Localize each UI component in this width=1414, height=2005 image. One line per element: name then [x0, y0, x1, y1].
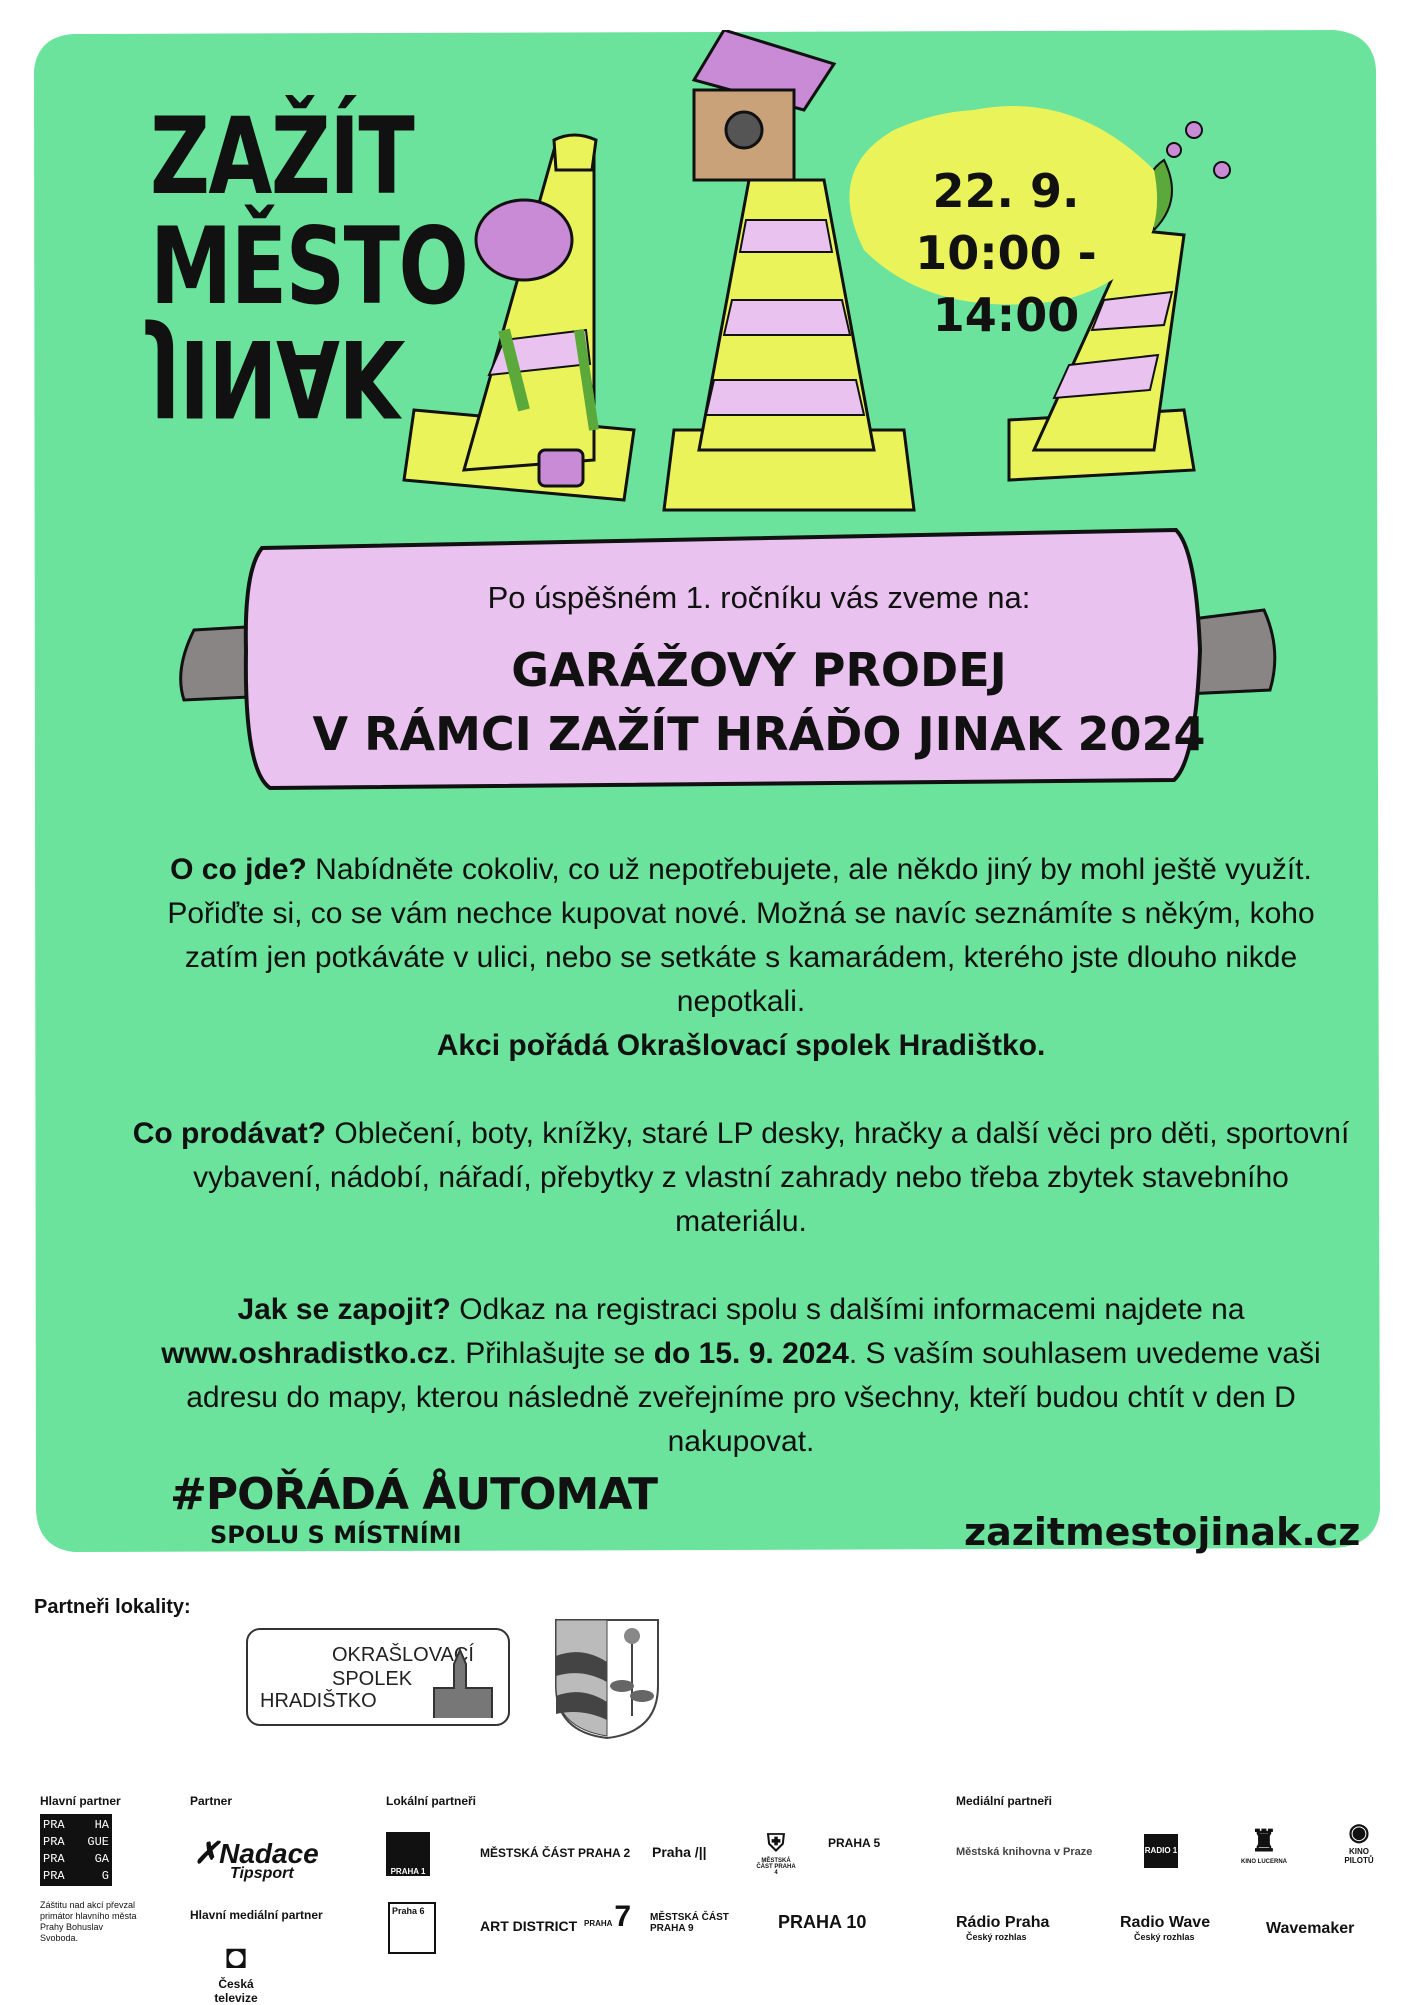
radio-praha-text: Rádio Praha: [956, 1914, 1050, 1931]
nadace-person-icon: ✗: [194, 1837, 220, 1870]
media-partners-label: Mediální partneři: [956, 1794, 1053, 1808]
pp-cell: G: [101, 1869, 109, 1883]
ribbon-intro: Po úspěšném 1. ročníku vás zveme na:: [487, 580, 1031, 615]
wavemaker-logo: Wavemaker: [1266, 1920, 1355, 1937]
paragraph-sell-lead: Co prodávat?: [132, 1117, 327, 1150]
tipsport-text: Tipsport: [230, 1865, 294, 1882]
hashtag-line-1: #POŘÁDÁ ÅUTOMAT: [170, 1469, 657, 1520]
praha5-logo: PRAHA 5: [828, 1836, 881, 1850]
pp-cell: PRA: [43, 1818, 65, 1832]
main-media-partner-label: Hlavní mediální partner: [190, 1908, 323, 1922]
zazit-mesto-jinak-logo: [150, 95, 468, 439]
pp-cell: PRA: [43, 1869, 65, 1883]
paragraph-join-text-1: Odkaz na registraci spolu s dalšími informacemi najdete na: [450, 1293, 1245, 1326]
paragraph-join: [130, 1288, 1352, 1464]
paragraph-what-lead: O co jde?: [170, 853, 307, 886]
ct-text: Česká televize: [214, 1977, 258, 2005]
event-title-line-1: GARÁŽOVÝ PRODEJ: [511, 643, 1007, 697]
okraslovaci-spolek-logo: [246, 1628, 510, 1726]
ct-icon: ◘: [225, 1938, 247, 1976]
praha4-crest-icon: ⛨: [767, 1830, 785, 1857]
logo-line-3-flipped: JINAK: [150, 316, 401, 439]
oshr-word-2: SPOLEK: [332, 1668, 413, 1690]
patronage-note: Záštitu nad akcí převzal primátor hlavního města Prahy Bohuslav Svoboda.: [40, 1900, 137, 1943]
kino-lucerna-logo: [1236, 1824, 1292, 1865]
oshr-word-3: HRADIŠTKO: [260, 1690, 377, 1712]
partner-label: Partner: [190, 1794, 233, 1808]
pilotu-text: KINO PILOTŮ: [1344, 1847, 1374, 1865]
paragraph-what: [130, 848, 1352, 1068]
pp-cell: HA: [94, 1818, 109, 1832]
logo-line-1: ZAŽÍT: [150, 95, 414, 218]
oshr-word-1: OKRAŠLOVACÍ: [332, 1644, 474, 1666]
logo-line-2: MĚSTO: [150, 205, 468, 328]
lucerna-icon: ♜: [1250, 1825, 1278, 1858]
praha9-logo: MĚSTSKÁ ČÁST PRAHA 9: [650, 1912, 729, 1934]
pp-cell: GUE: [87, 1835, 109, 1849]
eye-icon: ◉: [1348, 1819, 1370, 1846]
praha6-logo: Praha 6: [388, 1902, 436, 1954]
praha3-logo: Praha /||: [652, 1844, 707, 1860]
cro-text: Český rozhlas: [966, 1932, 1027, 1942]
pp-cell: PRA: [43, 1835, 65, 1849]
praha1-logo: PRAHA 1: [386, 1832, 430, 1876]
pp-cell: GA: [94, 1852, 109, 1866]
praha-logo: [40, 1814, 112, 1886]
praha4-logo: [756, 1830, 796, 1876]
praha10-logo: PRAHA 10: [778, 1912, 867, 1932]
praha7-number: 7: [614, 1900, 632, 1933]
hashtag-block: [170, 1470, 657, 1550]
mkp-logo: Městská knihovna v Praze: [956, 1846, 1093, 1858]
ribbon-text: [214, 550, 1304, 800]
nadace-tipsport-logo: [194, 1836, 319, 1883]
main-partner-label: Hlavní partner: [40, 1794, 121, 1808]
kino-pilotu-logo: [1336, 1818, 1382, 1865]
paragraph-what-text: Nabídněte cokoliv, co už nepotřebujete, ale někdo jiný by mohl ještě využít. Pořiďte si, co se vám nechce kupovat nové. Možná se navíc seznámíte s někým, koho zatím jen potkáváte v ulici, nebo se setkáte s kamarádem, kterého jste dlouho nikde nepotkali.: [167, 853, 1315, 1018]
body-text: [130, 848, 1352, 1508]
lucerna-text: KINO LUCERNA: [1241, 1859, 1287, 1865]
coat-of-arms-icon: [552, 1616, 662, 1740]
praha2-logo: MĚSTSKÁ ČÁST PRAHA 2: [480, 1846, 631, 1860]
local-partners-label: Lokální partneři: [386, 1794, 477, 1808]
praha7-logo: [584, 1900, 631, 1934]
event-date: 22. 9.: [932, 164, 1080, 218]
paragraph-join-text-2: . Přihlašujte se: [448, 1337, 654, 1370]
praha7-text: PRAHA: [584, 1919, 613, 1928]
website-link[interactable]: zazitmestojinak.cz: [964, 1510, 1361, 1554]
cro-text: Český rozhlas: [1134, 1932, 1195, 1942]
radio-wave-text: Radio Wave: [1120, 1914, 1211, 1931]
radio1-logo: RADIO 1: [1144, 1834, 1178, 1868]
event-time: 10:00 - 14:00: [915, 226, 1097, 342]
nadace-text: Nadace: [219, 1838, 319, 1869]
poster: [34, 30, 1380, 1552]
hashtag-line-2: SPOLU S MÍSTNÍMI: [210, 1521, 462, 1549]
paragraph-sell: [130, 1112, 1352, 1244]
art-district-logo: ART DISTRICT: [480, 1918, 578, 1934]
date-bubble: [846, 108, 1166, 342]
paragraph-sell-text: Oblečení, boty, knížky, staré LP desky, hračky a další věci pro děti, sportovní vybavení, nádobí, nářadí, přebytky z vlastní zahrady nebo třeba zbytek stavebního materiálu.: [193, 1117, 1350, 1238]
partners-label: Partneři lokality:: [34, 1596, 191, 1618]
ceska-televize-logo: [196, 1938, 276, 2005]
event-title-line-2: V RÁMCI ZAŽÍT HRÁĎO JINAK 2024: [312, 707, 1206, 761]
radio-wave-logo: [1120, 1914, 1210, 1942]
radio-praha-logo: [956, 1914, 1049, 1942]
event-title: [214, 638, 1304, 766]
church-icon: [248, 1630, 508, 1724]
registration-link[interactable]: www.oshradistko.cz: [161, 1337, 449, 1370]
paragraph-join-text-3: . S vaším souhlasem uvedeme vaši adresu do mapy, kterou následně zveřejníme pro všechny, kteří budou chtít v den D nakupovat.: [186, 1337, 1321, 1458]
registration-deadline: do 15. 9. 2024: [653, 1337, 849, 1370]
praha4-text: MĚSTSKÁ ČÁST PRAHA 4: [756, 1858, 796, 1876]
pp-cell: PRA: [43, 1852, 65, 1866]
paragraph-join-lead: Jak se zapojit?: [237, 1293, 451, 1326]
organizer-note: Akci pořádá Okrašlovací spolek Hradištko.: [436, 1029, 1046, 1062]
